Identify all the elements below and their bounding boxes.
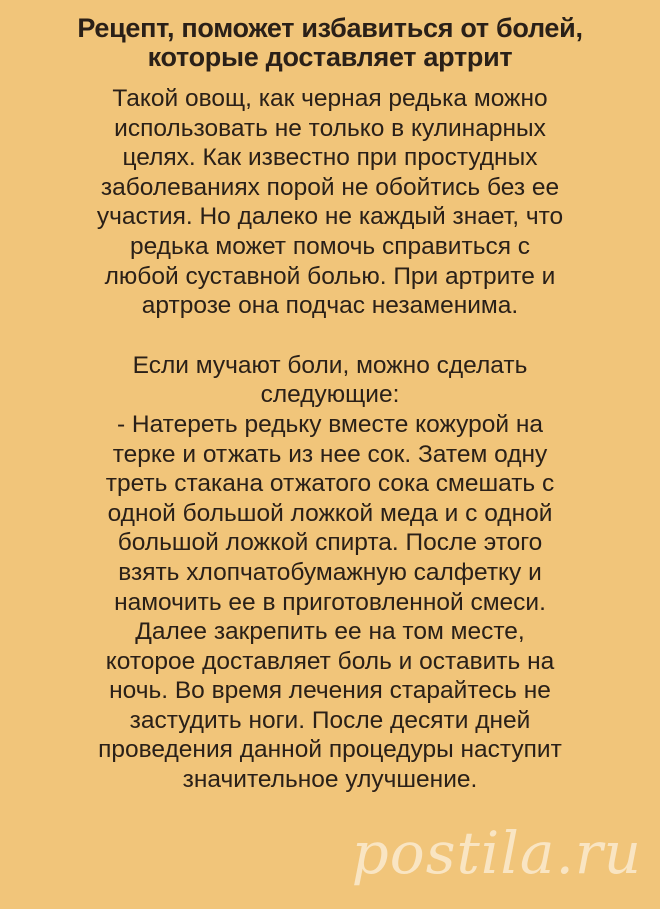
- text-line: Далее закрепить ее на том месте,: [135, 618, 525, 646]
- text-line: Если мучают боли, можно сделать: [132, 351, 528, 379]
- text-line: целях. Как известно при простудных: [122, 144, 538, 172]
- watermark-logo: postila.ru: [351, 819, 642, 887]
- text-line: артрозе она подчас незаменима.: [141, 292, 519, 320]
- text-line: которое доставляет боль и оставить на: [105, 647, 555, 675]
- text-line: любой суставной болью. При артрите и: [104, 262, 556, 290]
- paragraph-intro: [10, 84, 650, 321]
- article-title: [10, 14, 650, 72]
- text-line: ночь. Во время лечения старайтесь не: [109, 677, 551, 705]
- text-line: - Натереть редьку вместе кожурой на: [116, 410, 544, 438]
- text-line: застудить ноги. После десяти дней: [129, 706, 531, 734]
- text-line: редька может помочь справиться с: [129, 232, 531, 260]
- text-line: треть стакана отжатого сока смешать с: [105, 470, 555, 498]
- paragraph-recipe: [10, 351, 650, 795]
- text-line: значительное улучшение.: [182, 766, 478, 794]
- text-line: намочить ее в приготовленной смеси.: [114, 588, 546, 616]
- text-line: одной большой ложкой меда и с одной: [107, 499, 553, 527]
- text-line: проведения данной процедуры наступит: [98, 736, 562, 764]
- text-line: участия. Но далеко не каждый знает, что: [96, 203, 564, 231]
- text-line: большой ложкой спирта. После этого: [117, 529, 543, 557]
- text-line: взять хлопчатобумажную салфетку и: [118, 558, 542, 586]
- text-line: терке и отжать из нее сок. Затем одну: [112, 440, 548, 468]
- text-line: Такой овощ, как черная редька можно: [112, 85, 548, 112]
- text-line: заболеваниях порой не обойтись без ее: [100, 173, 560, 201]
- text-line: использовать не только в кулинарных: [114, 114, 546, 142]
- title-line: которые доставляет артрит: [147, 42, 513, 72]
- text-line: следующие:: [260, 381, 400, 409]
- title-line: Рецепт, поможет избавиться от болей,: [77, 13, 583, 43]
